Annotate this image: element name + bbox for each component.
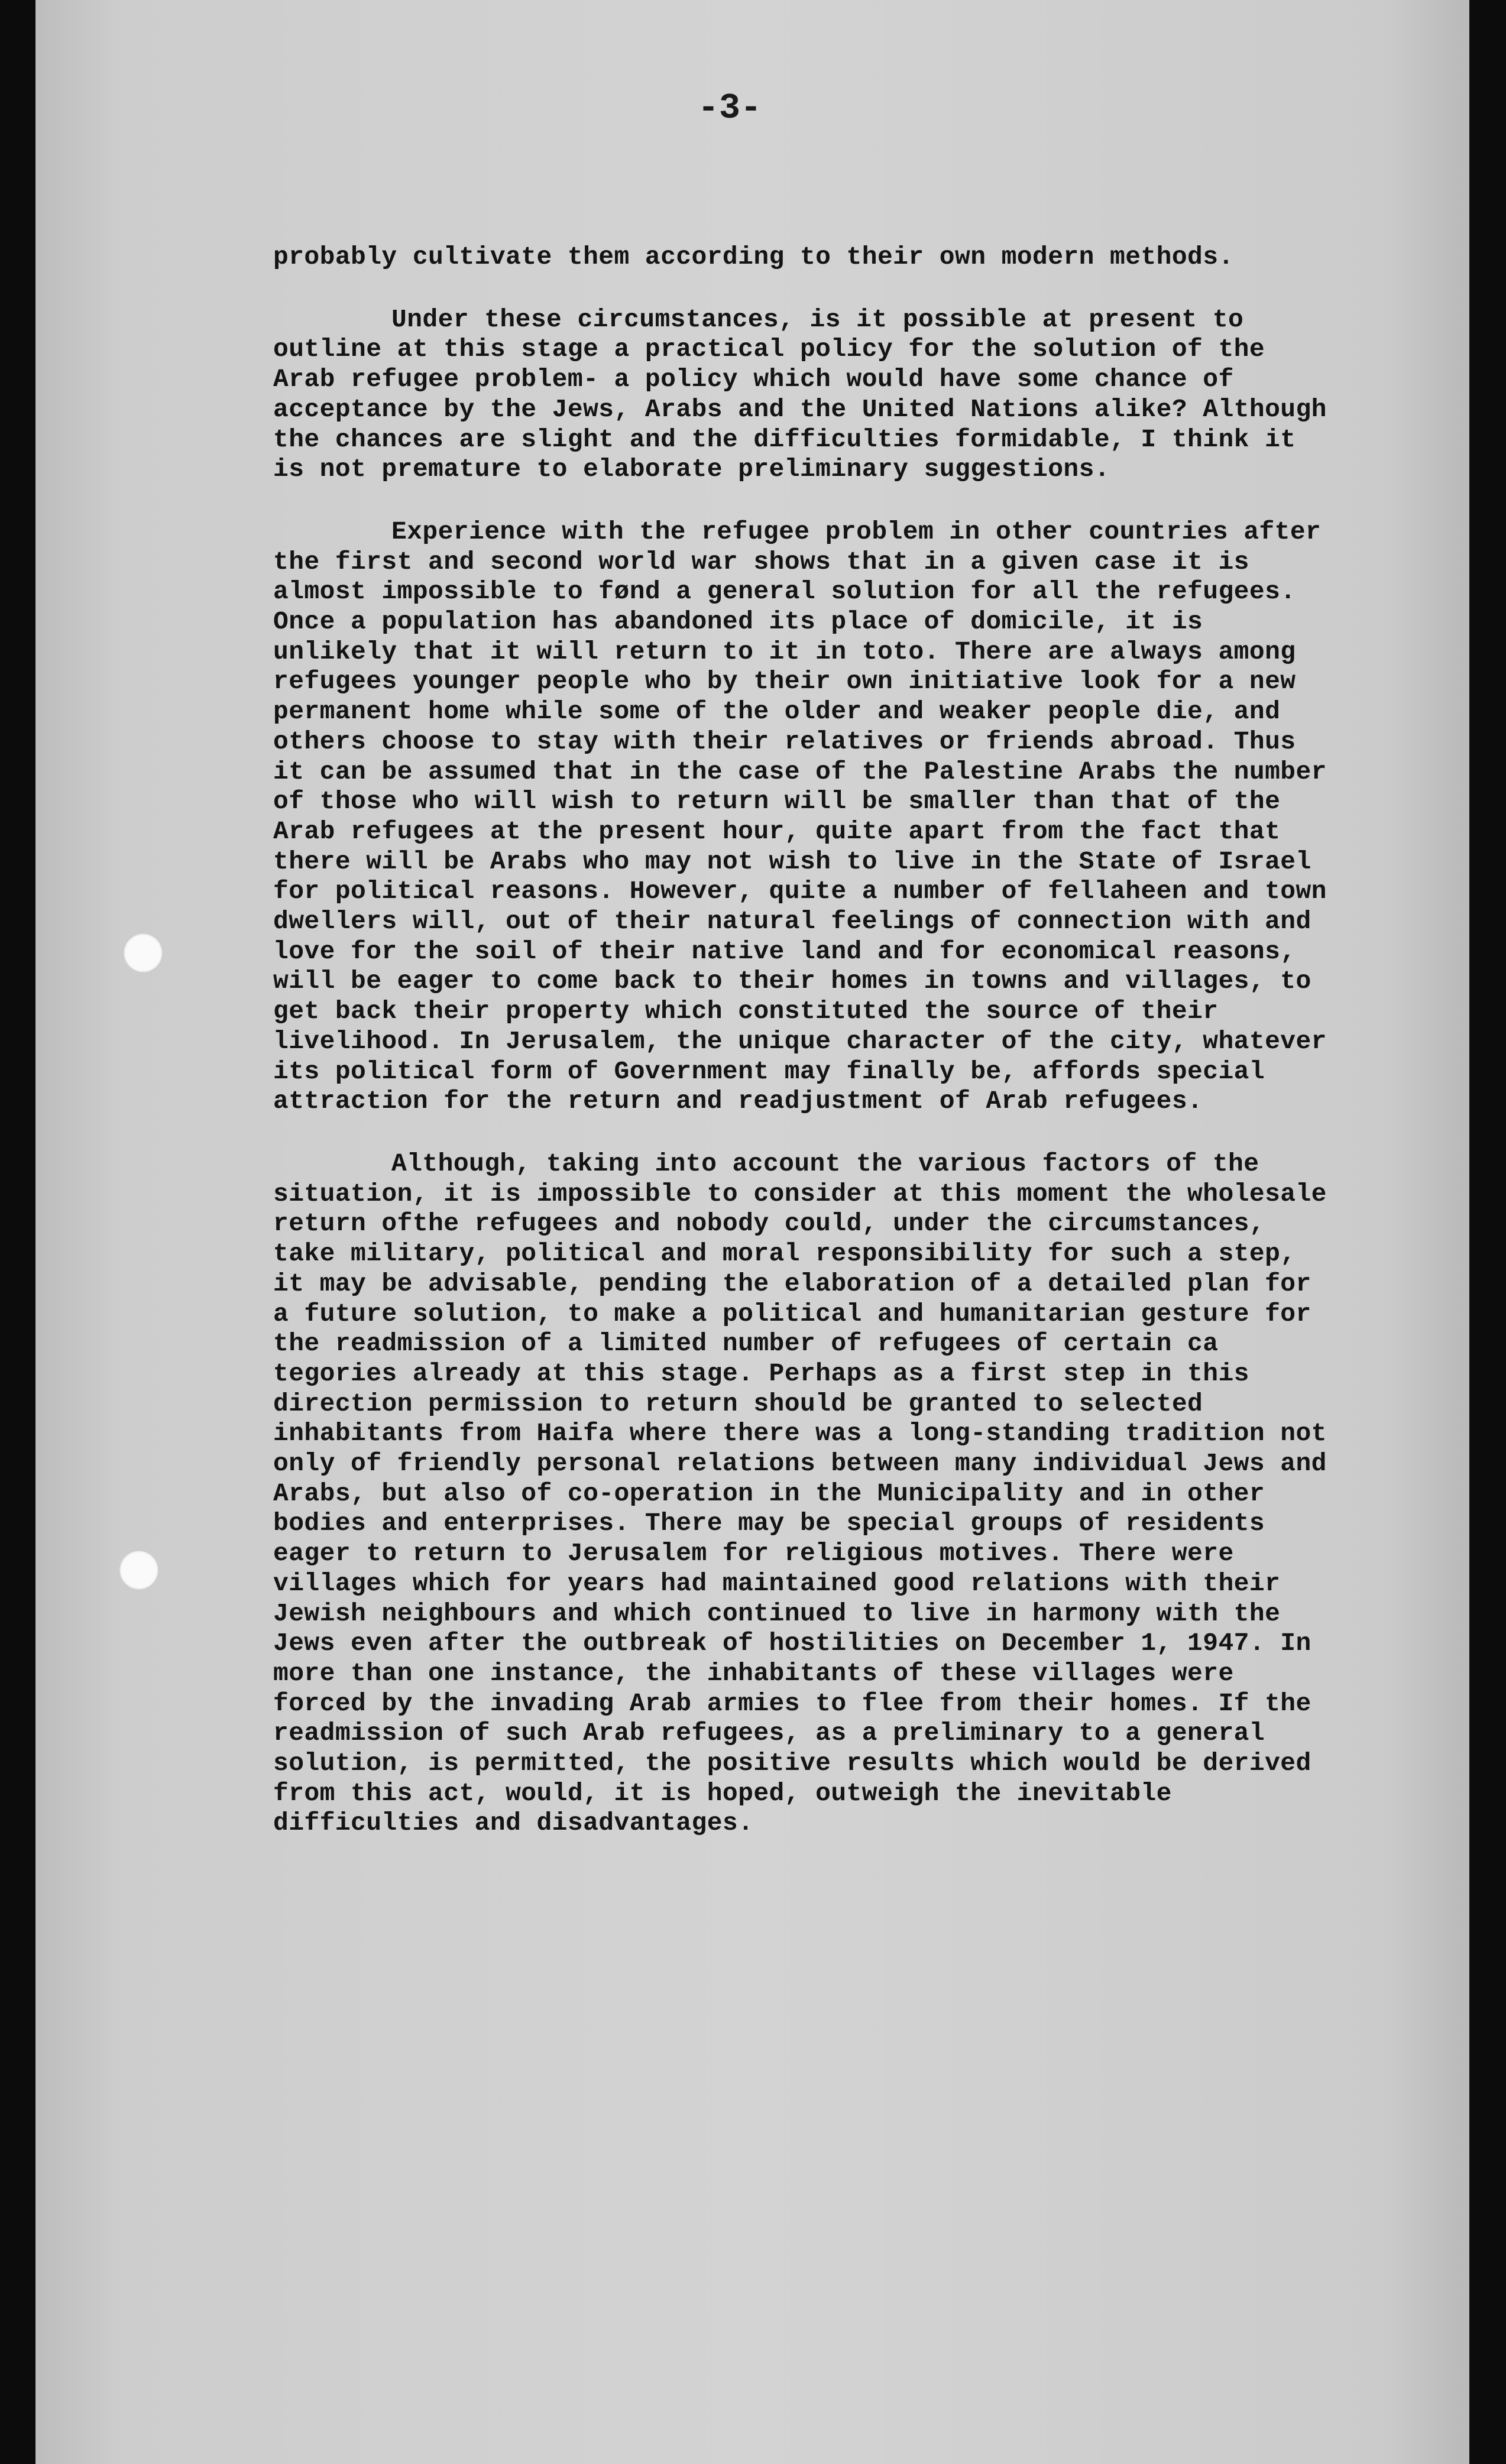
paragraph: Under these circumstances, is it possible at present to outline at this stage a practical policy for the solution of the Arab refugee problem- a policy which would have some chance of acceptance by the Jews, Arabs and the United Nations alike? Although the chances are slight and the difficulties formidable, I think it is not premature to elaborate preliminary suggestions.: [273, 304, 1327, 484]
page-number: -3-: [698, 89, 762, 129]
paragraph: Although, taking into account the various factors of the situation, it is impossible to consider at this moment the wholesale return ofthe refugees and nobody could, under the circumstances, take military, political and moral responsibility for such a step, it may be advisable, pending the elaboration of a detailed plan for a future solution, to make a political and humanitarian gesture for the readmission of a limited number of refugees of certain ca tegories already at this stage. Perhaps as a first step in this direction permission to return should be granted to selected inhabitants from Haifa where there was a long-standing tradition not only of friendly personal relations between many individual Jews and Arabs, but also of co-operation in the Municipality and in other bodies and enterprises. There may be special groups of residents eager to return to Jerusalem for religious motives. There were villages which for years had maintained good relations with their Jewish neighbours and which continued to live in harmony with the Jews even after the outbreak of hostilities on December 1, 1947. In more than one instance, the inhabitants of these villages were forced by the invading Arab armies to flee from their homes. If the readmission of such Arab refugees, as a preliminary to a general solution, is permitted, the positive results which would be derived from this act, would, it is hoped, outweigh the inevitable difficulties and disadvantages.: [273, 1149, 1327, 1838]
document-body: [273, 242, 1337, 1871]
punch-hole: [123, 933, 163, 973]
paragraph: Experience with the refugee problem in other countries after the first and second world war shows that in a given case it is almost impossible to fønd a general solution for all the refugees. Once a population has abandoned its place of domicile, it is unlikely that it will return to it in toto. There are always among refugees younger people who by their own initiative look for a new permanent home while some of the older and weaker people die, and others choose to stay with their relatives or friends abroad. Thus it can be assumed that in the case of the Palestine Arabs the number of those who will wish to return will be smaller than that of the Arab refugees at the present hour, quite apart from the fact that there will be Arabs who may not wish to live in the State of Israel for political reasons. However, quite a number of fellaheen and town dwellers will, out of their natural feelings of connection with and love for the soil of their native land and for economical reasons, will be eager to come back to their homes in towns and villages, to get back their property which constituted the source of their livelihood. In Jerusalem, the unique character of the city, whatever its political form of Government may finally be, affords special attraction for the return and readjustment of Arab refugees.: [273, 517, 1327, 1116]
punch-hole: [119, 1550, 159, 1590]
paragraph: probably cultivate them according to their own modern methods.: [273, 242, 1234, 271]
